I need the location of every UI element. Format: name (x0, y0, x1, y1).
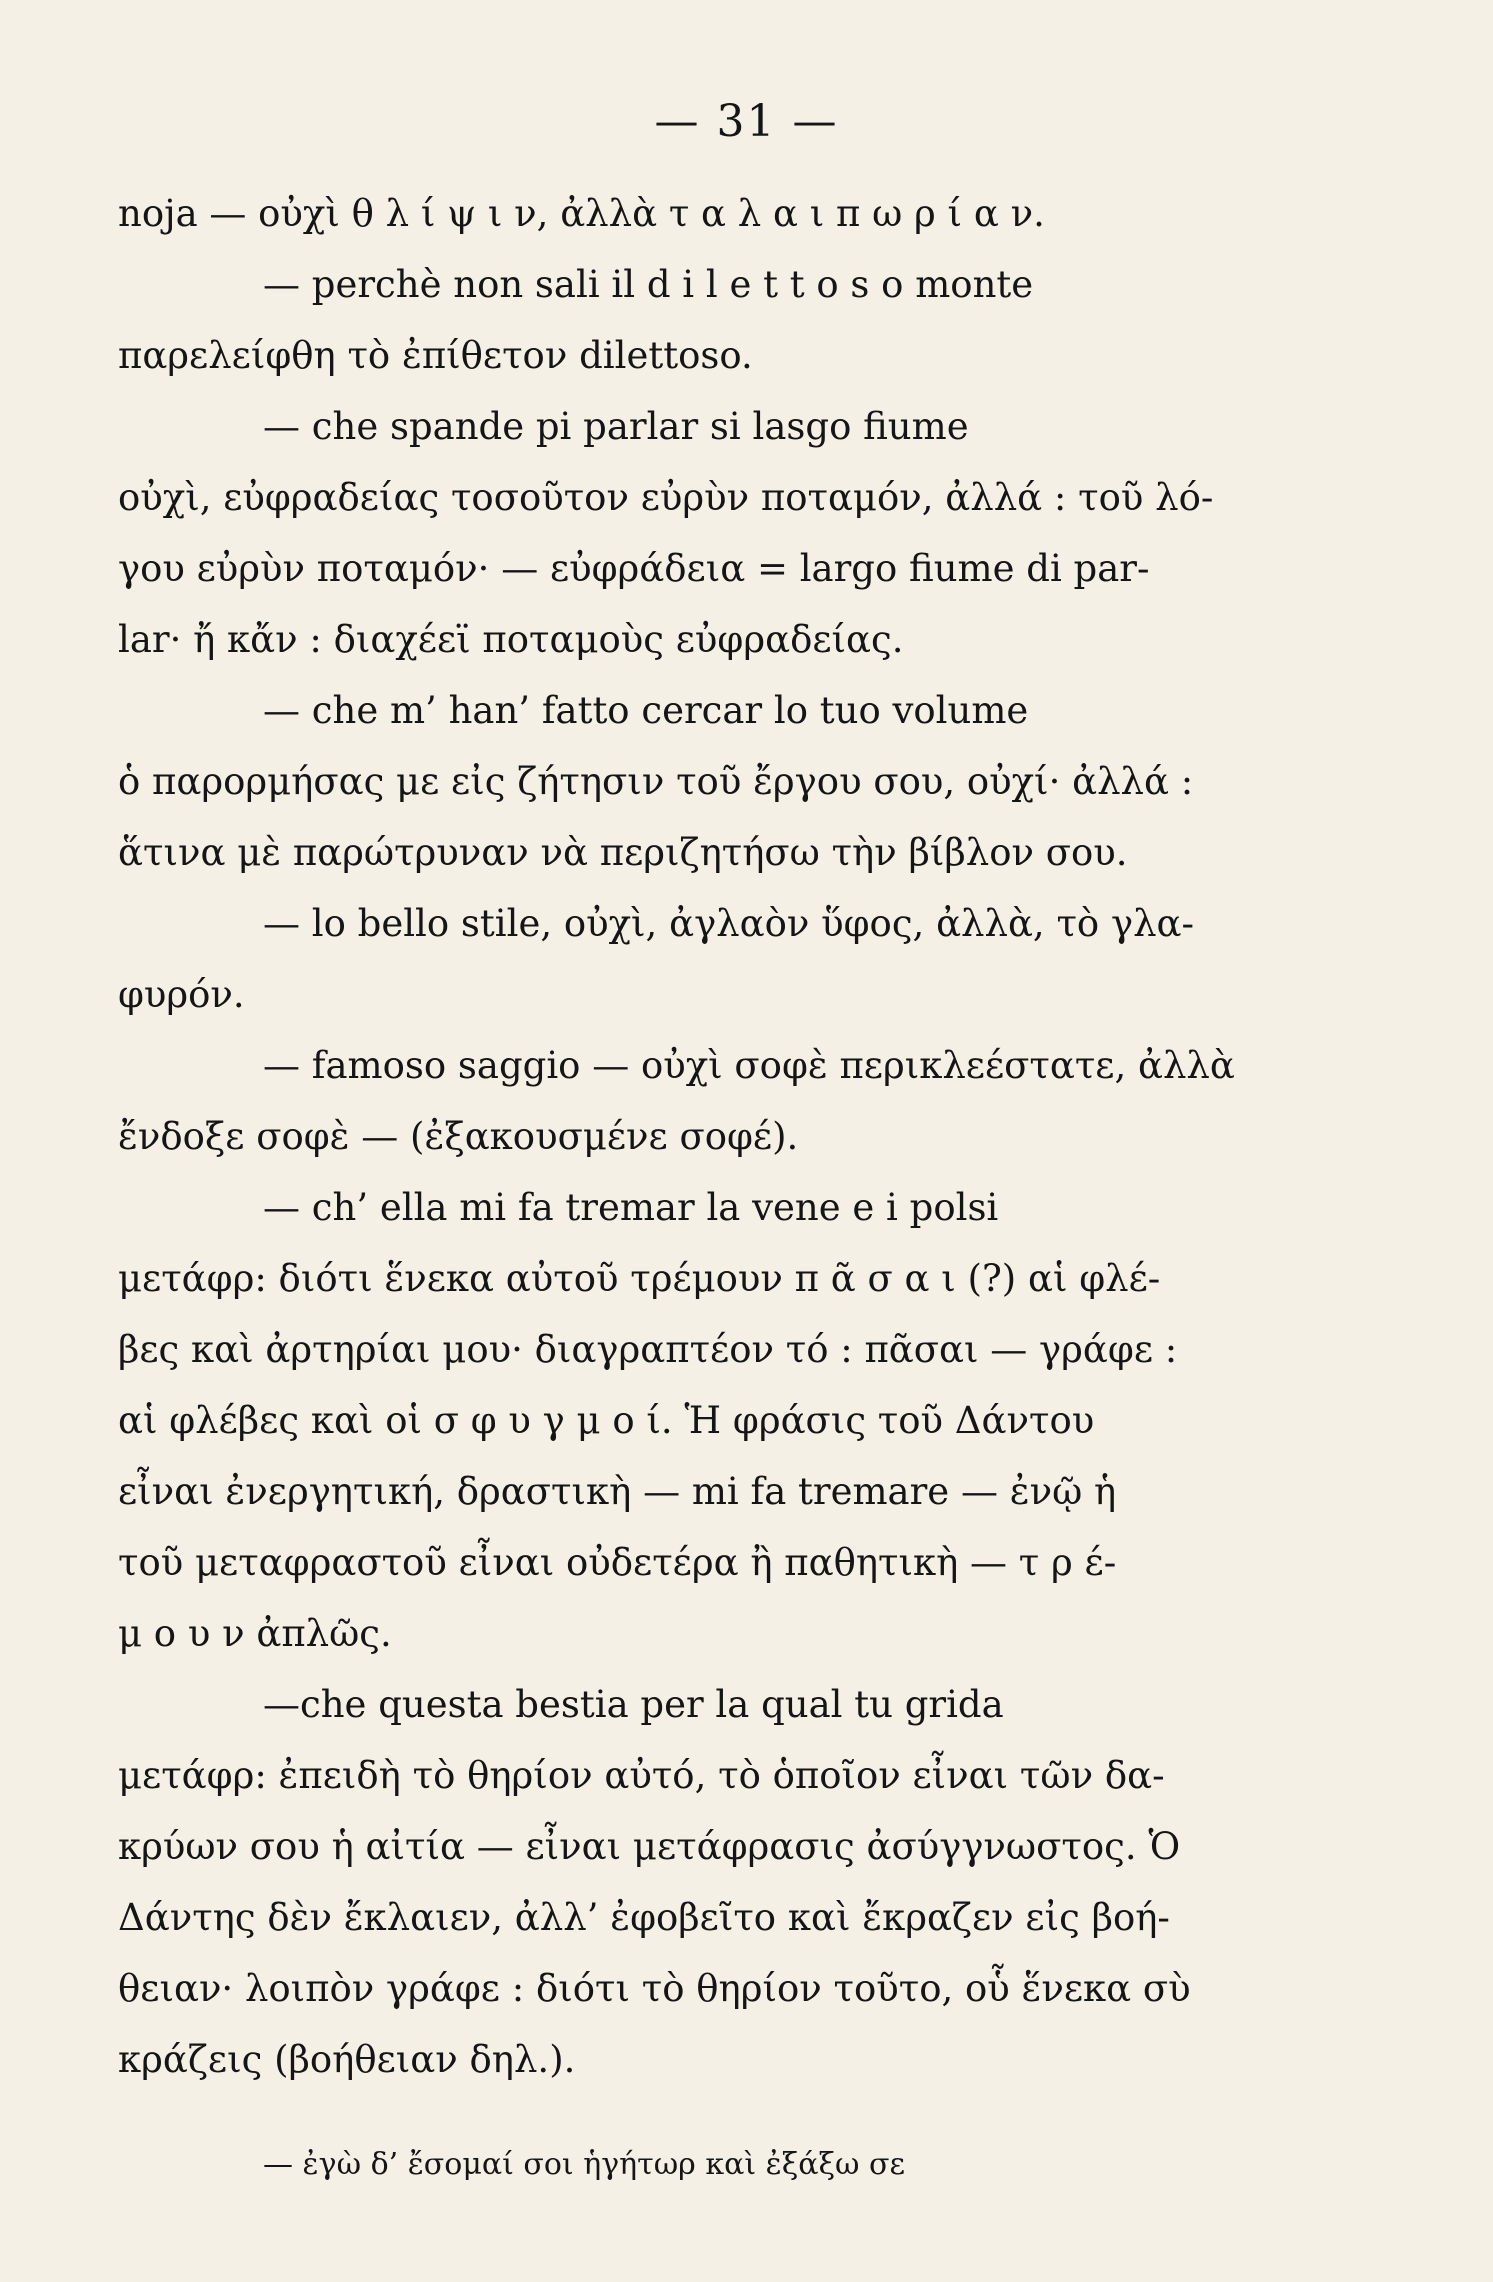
text-line: ὁ παρορμήσας με εἰς ζήτησιν τοῦ ἔργου σου, οὐχί· ἀλλά : (118, 760, 1194, 803)
paragraph-1 (118, 178, 1258, 249)
page-body (118, 178, 1258, 2200)
text-line: εἶναι ἐνεργητική, δραστικὴ — mi fa tremare — ἐνῷ ἡ (118, 1470, 1117, 1513)
final-quote (118, 2095, 1258, 2200)
text-line: — lo bello stile, οὐχὶ, ἀγλαὸν ὕφος, ἀλλὰ, τὸ γλα- (263, 902, 1195, 945)
text-line: — famoso saggio — οὐχὶ σοφὲ περικλεέστατε, ἀλλὰ (263, 1044, 1235, 1087)
text-line: οὐχὶ, εὐφραδείας τοσοῦτον εὐρὺν ποταμόν, ἀλλά : τοῦ λό- (118, 476, 1214, 519)
text-line: παρελείφθη τὸ ἐπίθετον dilettoso. (118, 334, 753, 377)
text-line: — ἐγὼ δ’ ἔσομαί σοι ἡγήτωρ καὶ ἐξάξω σε (263, 2147, 906, 2182)
paragraph-3 (118, 391, 1258, 675)
text-line: κράζεις (βοήθειαν δηλ.). (118, 2038, 576, 2081)
text-line: Δάντης δὲν ἔκλαιεν, ἀλλ’ ἐφοβεῖτο καὶ ἔκραζεν εἰς βοή- (118, 1896, 1170, 1939)
text-line: γου εὐρὺν ποταμόν· — εὐφράδεια = largo fiume di par- (118, 547, 1150, 590)
paragraph-4 (118, 675, 1258, 888)
text-line: φυρόν. (118, 973, 245, 1016)
text-line: — che spande pi parlar si lasgo fiume (263, 405, 969, 448)
text-line: noja — οὐχὶ θ λ ί ψ ι ν, ἀλλὰ τ α λ α ι π ω ρ ί α ν. (118, 192, 1045, 235)
text-line: μετάφρ: διότι ἕνεκα αὐτοῦ τρέμουν π ᾶ σ α ι (?) αἱ φλέ- (118, 1257, 1161, 1300)
paragraph-7 (118, 1172, 1258, 1669)
text-line: αἱ φλέβες καὶ οἱ σ φ υ γ μ ο ί. Ἡ φράσις τοῦ Δάντου (118, 1399, 1095, 1442)
text-line: βες καὶ ἀρτηρίαι μου· διαγραπτέον τό : πᾶσαι — γράφε : (118, 1328, 1178, 1371)
paragraph-6 (118, 1030, 1258, 1172)
text-line: τοῦ μεταφραστοῦ εἶναι οὐδετέρα ἢ παθητικὴ — τ ρ έ- (118, 1541, 1117, 1584)
text-line: lar· ἤ κἄν : διαχέεϊ ποταμοὺς εὐφραδείας. (118, 618, 904, 661)
text-line: — che m’ han’ fatto cercar lo tuo volume (263, 689, 1029, 732)
text-line: ἔνδοξε σοφὲ — (ἐξακουσμένε σοφέ). (118, 1115, 799, 1158)
text-line: — perchè non sali il d i l e t t o s o monte (263, 263, 1034, 306)
paragraph-2 (118, 249, 1258, 391)
text-line: μετάφρ: ἐπειδὴ τὸ θηρίον αὐτό, τὸ ὁποῖον εἶναι τῶν δα- (118, 1754, 1165, 1797)
text-line: — ch’ ella mi fa tremar la vene e i polsi (263, 1186, 999, 1229)
text-line: —che questa bestia per la qual tu grida (263, 1683, 1004, 1726)
text-line: κρύων σου ἡ αἰτία — εἶναι μετάφρασις ἀσύγγνωστος. Ὁ (118, 1825, 1181, 1868)
text-line: ἅτινα μὲ παρώτρυναν νὰ περιζητήσω τὴν βίβλον σου. (118, 831, 1128, 874)
paragraph-5 (118, 888, 1258, 1030)
page-number: — 31 — (654, 96, 839, 147)
text-line: θειαν· λοιπὸν γράφε : διότι τὸ θηρίον τοῦτο, οὗ ἕνεκα σὺ (118, 1967, 1191, 2010)
text-line: μ ο υ ν ἀπλῶς. (118, 1612, 392, 1655)
paragraph-8 (118, 1669, 1258, 2095)
